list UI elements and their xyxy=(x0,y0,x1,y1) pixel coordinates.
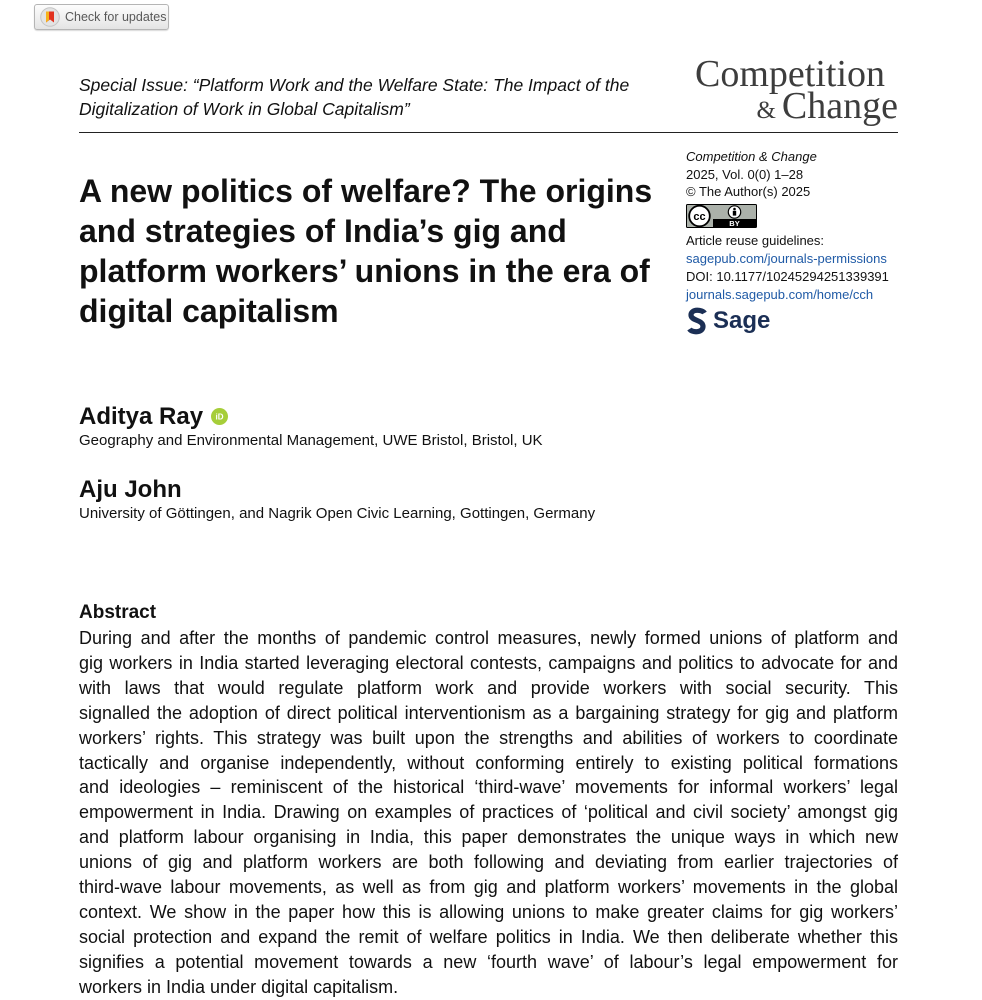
author-affiliation: Geography and Environmental Management, UWE Bristol, Bristol, UK xyxy=(79,432,543,449)
publisher-logo xyxy=(686,306,900,336)
sage-s-icon xyxy=(686,307,708,335)
abstract-heading: Abstract xyxy=(79,602,157,623)
special-issue-line: Special Issue: “Platform Work and the Welfare State: The Impact of the xyxy=(79,75,630,95)
abstract-line: During and after the months of pandemic control measures, newly formed unions of platform and xyxy=(79,628,898,648)
cc-text: cc xyxy=(693,211,706,223)
reuse-block xyxy=(686,232,900,304)
special-issue-heading xyxy=(79,73,629,121)
citation-block xyxy=(686,148,900,201)
abstract-line: context. We show in the paper how this is allowing unions to make greater claims for gig workers’ xyxy=(79,901,898,922)
by-text: BY xyxy=(729,219,740,228)
title-line: platform workers’ unions in the era of xyxy=(79,253,650,289)
journal-logo-line2 xyxy=(756,84,898,133)
header-divider xyxy=(79,132,898,133)
abstract-line: workers’ rights. This strategy was built upon the strengths and abilities of workers to coordinate xyxy=(79,727,898,748)
abstract-line: and ideologies – reminiscent of the historical ‘third-wave’ movements for informal workers’ legal xyxy=(79,777,898,798)
abstract-line: empowerment in India. Drawing on examples of practices of ‘political and civil society’ amongst gig xyxy=(79,802,898,823)
abstract-text xyxy=(79,626,898,1000)
sage-s-stroke xyxy=(690,310,705,332)
author-name: Aditya Ray xyxy=(79,403,204,430)
orcid-icon[interactable] xyxy=(211,408,228,425)
check-for-updates-label: Check for updates xyxy=(65,10,167,24)
abstract-line: and platform labour organising in India, this paper demonstrates the unique ways in which new xyxy=(79,827,898,848)
abstract-line: gig workers in India started leveraging electoral contests, campaigns and politics to advocate for and xyxy=(79,652,898,673)
permissions-link[interactable]: sagepub.com/journals-permissions xyxy=(686,251,887,266)
sage-wordmark: Sage xyxy=(713,307,771,334)
crossmark-icon xyxy=(40,7,60,27)
special-issue-line: Digitalization of Work in Global Capitalism” xyxy=(79,99,410,119)
journal-logo-ampersand: & xyxy=(756,97,776,124)
abstract-line: signifies a potential movement towards a new ‘fourth wave’ of labour’s legal empowerment for xyxy=(79,951,898,972)
abstract-line: social protection and expand the remit of welfare politics in India. We then deliberate whether this xyxy=(79,926,898,947)
article-metadata xyxy=(686,148,900,336)
abstract-line: third-wave labour movements, as well as from gig and platform workers’ movements in the global xyxy=(79,877,898,898)
author-affiliation: University of Göttingen, and Nagrik Open Civic Learning, Gottingen, Germany xyxy=(79,505,596,522)
abstract-line: unions of gig and platform workers are both following and deviating from earlier trajectories of xyxy=(79,852,898,873)
journal-homepage-link[interactable]: journals.sagepub.com/home/cch xyxy=(686,287,874,302)
journal-name: Competition & Change xyxy=(686,149,817,164)
journal-logo-word: Change xyxy=(781,85,898,127)
author-name: Aju John xyxy=(79,476,182,503)
reuse-label: Article reuse guidelines: xyxy=(686,233,825,248)
article-title xyxy=(79,171,652,331)
abstract-line: workers in India under digital capitalism. xyxy=(79,976,399,997)
title-line: digital capitalism xyxy=(79,293,339,329)
attribution-person-body xyxy=(733,211,736,216)
volume-info: 2025, Vol. 0(0) 1–28 xyxy=(686,166,804,182)
abstract-line: with laws that would regulate platform work and provide workers with social security. This xyxy=(79,677,898,698)
abstract-line: tactically and organise independently, without conforming entirely to existing political formations xyxy=(79,752,898,773)
attribution-person-head xyxy=(733,208,736,211)
journal-logo-line1: Competition xyxy=(695,53,885,95)
cc-by-license-icon[interactable] xyxy=(686,204,757,228)
title-line: and strategies of India’s gig and xyxy=(79,213,567,249)
journal-logo xyxy=(690,52,900,130)
check-for-updates-button[interactable] xyxy=(34,4,169,30)
doi: DOI: 10.1177/10245294251339391 xyxy=(686,269,889,284)
orcid-text: iD xyxy=(215,412,224,422)
copyright-notice: © The Author(s) 2025 xyxy=(686,184,811,199)
abstract-line: signalled the adoption of direct political interventionism as a bargaining strategy for gig and platform xyxy=(79,702,898,723)
title-line: A new politics of welfare? The origins xyxy=(79,173,653,209)
